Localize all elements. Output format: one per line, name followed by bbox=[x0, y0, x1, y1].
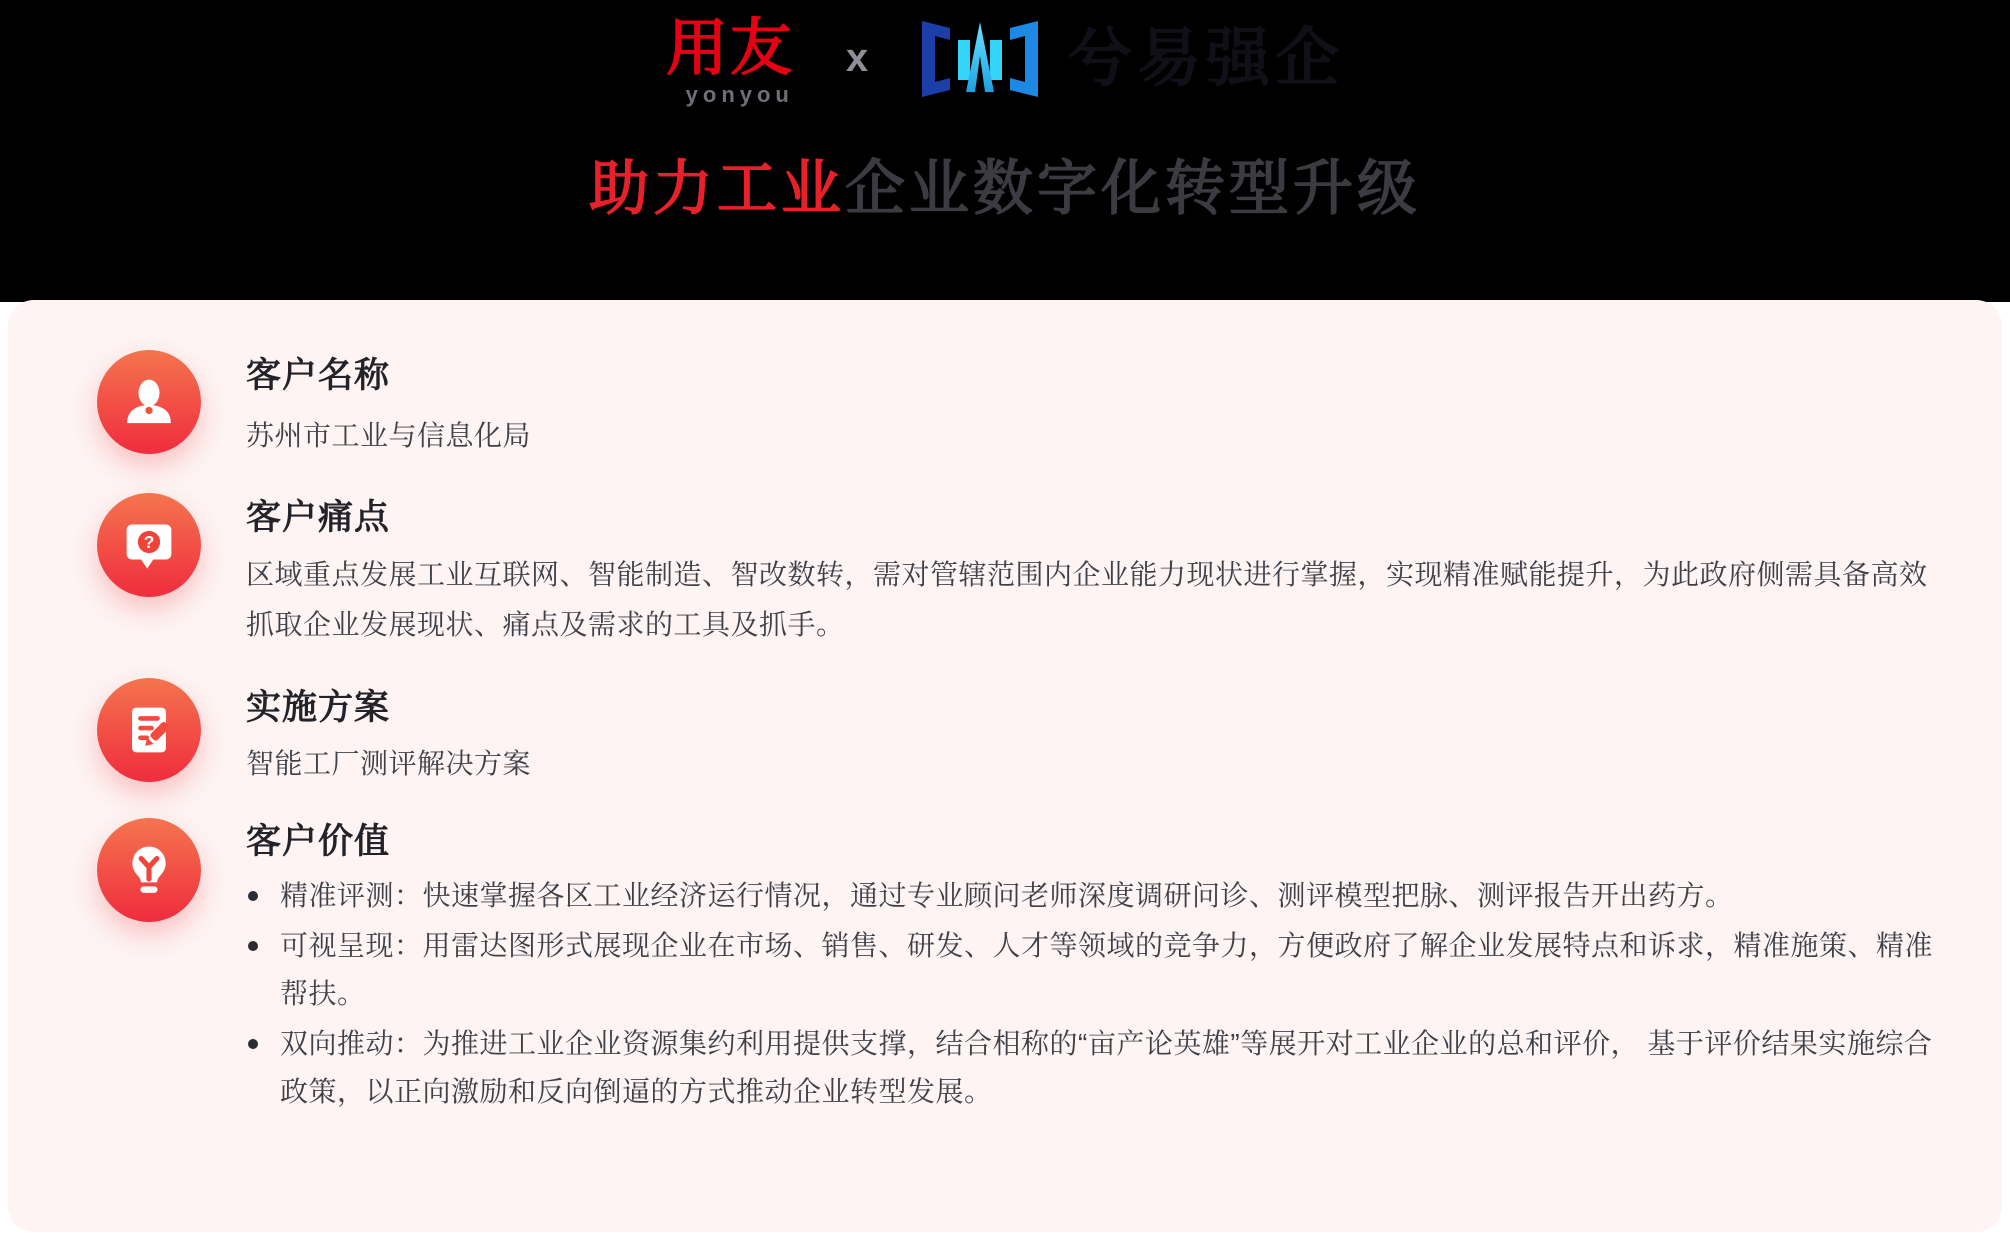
section-title-customer-value: 客户价值 bbox=[246, 822, 391, 861]
question-bubble-icon bbox=[97, 493, 201, 597]
bullet-text-two-way-push: 双向推动：为推进工业企业资源集约利用提供支撑，结合相称的“亩产论英雄”等展开对工业企业的总和评价， 基于评价结果实施综合政策，以正向激励和反向倒逼的方式推动企业转型发展。 bbox=[280, 1028, 1933, 1107]
yonyou-logo-subtext: yonyou bbox=[685, 82, 794, 107]
yonyou-logo bbox=[666, 16, 794, 106]
list-item bbox=[246, 872, 1946, 920]
headline-rest: 企业数字化转型升级 bbox=[845, 155, 1421, 222]
section-body-pain-points: 区域重点发展工业互联网、智能制造、智改数转，需对管辖范围内企业能力现状进行掌握，实现精准赋能提升，为此政府侧需具备高效抓取企业发展现状、痛点及需求的工具及抓手。 bbox=[246, 559, 1928, 640]
section-body-solution: 智能工厂测评解决方案 bbox=[246, 748, 532, 779]
document-edit-icon bbox=[97, 678, 201, 782]
customer-value-bullet-list bbox=[246, 872, 1946, 1116]
bullet-text-precise-evaluation: 精准评测：快速掌握各区工业经济运行情况，通过专业顾问老师深度调研问诊、测评模型把脉、测评报告开出药方。 bbox=[280, 880, 1734, 911]
bullet-dot bbox=[248, 941, 258, 951]
bullet-text-visual-presentation: 可视呈现：用雷达图形式展现企业在市场、销售、研发、人才等领域的竞争力，方便政府了解企业发展特点和诉求，精准施策、精准帮扶。 bbox=[280, 930, 1934, 1009]
list-item bbox=[246, 922, 1946, 1018]
section-title-customer-name: 客户名称 bbox=[246, 356, 391, 395]
list-item bbox=[246, 1020, 1946, 1116]
section-body-customer-name: 苏州市工业与信息化局 bbox=[246, 420, 532, 451]
svg-text:?: ? bbox=[143, 532, 155, 553]
partner-name: 兮易强企 bbox=[1068, 22, 1345, 94]
bullet-dot bbox=[248, 891, 258, 901]
headline-highlight: 助力工业 bbox=[589, 155, 845, 222]
logo-row bbox=[0, 16, 2010, 106]
section-title-solution: 实施方案 bbox=[246, 688, 391, 727]
section-title-pain-points: 客户痛点 bbox=[246, 498, 391, 537]
content-card bbox=[8, 300, 2002, 1232]
lightbulb-icon bbox=[97, 818, 201, 922]
page-title bbox=[0, 152, 2010, 226]
top-banner bbox=[0, 0, 2010, 302]
open-book-brackets-logo-icon bbox=[914, 20, 1046, 103]
bullet-dot bbox=[248, 1039, 258, 1049]
user-icon bbox=[97, 350, 201, 454]
logo-separator: x bbox=[845, 36, 869, 80]
yonyou-logo-text: 用友 bbox=[665, 14, 794, 83]
